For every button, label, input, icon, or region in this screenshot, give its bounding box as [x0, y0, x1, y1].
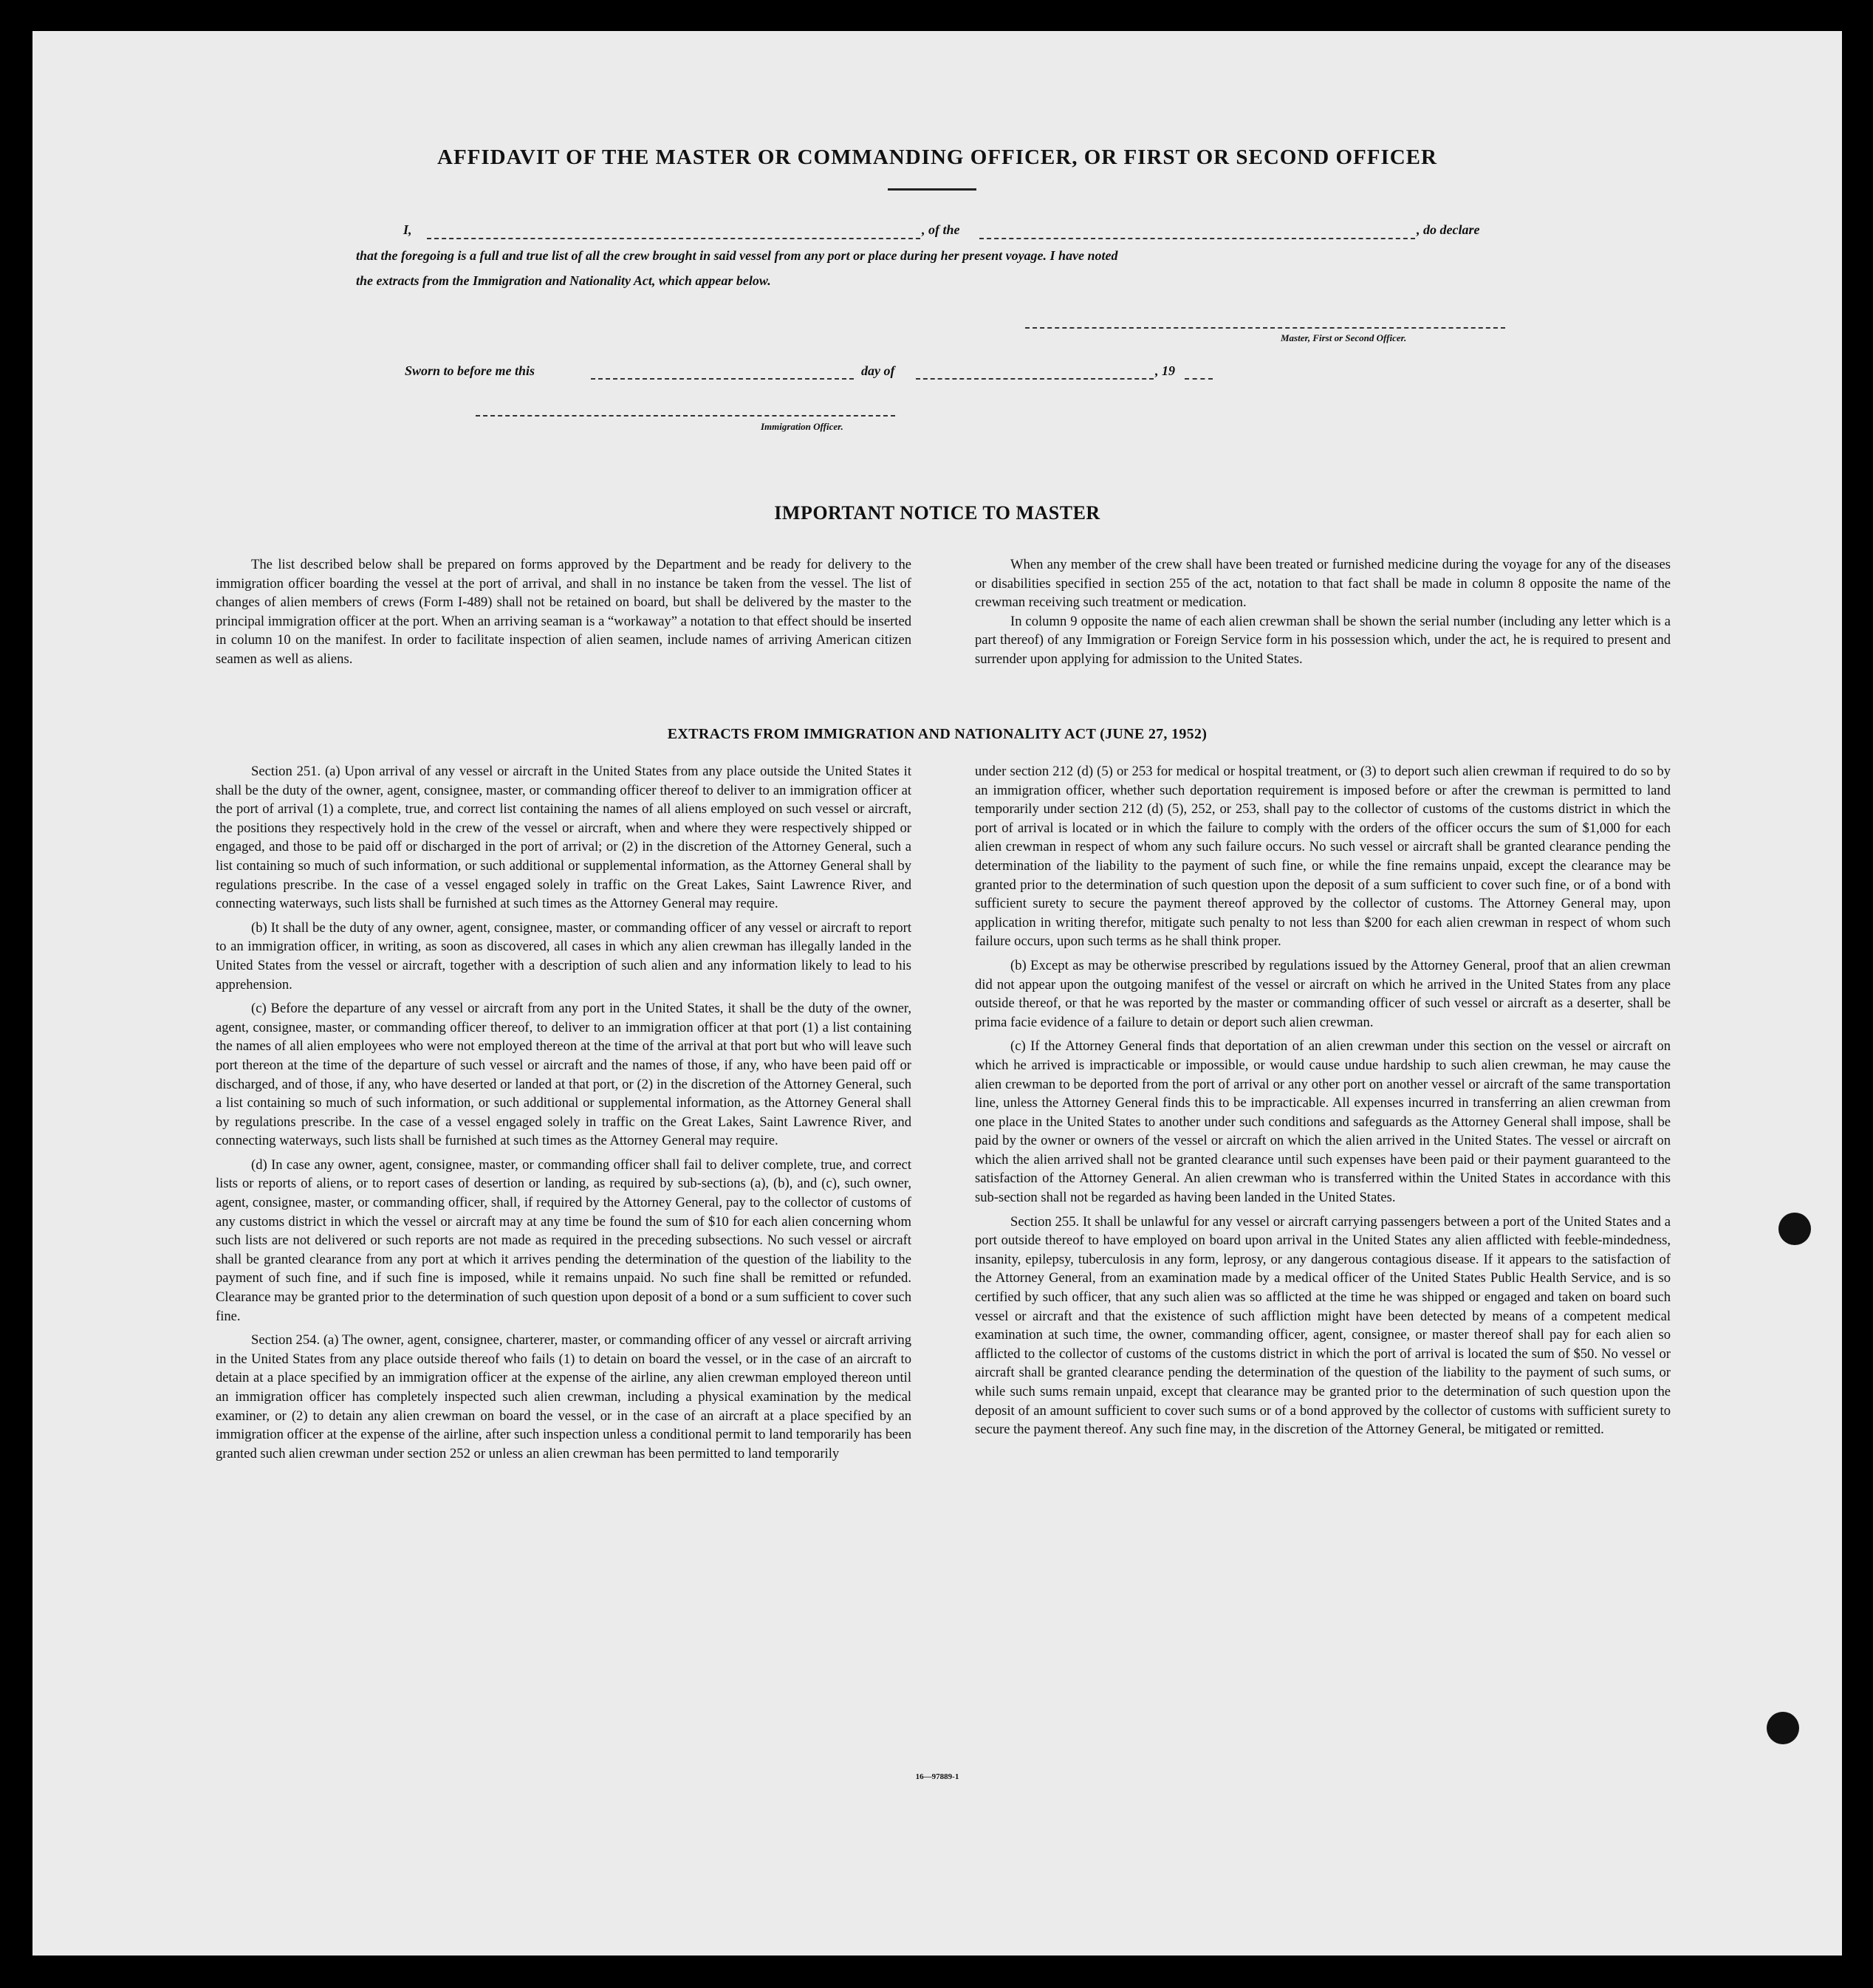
- notice-paragraph: In column 9 opposite the name of each alien crewman shall be shown the serial number (including any letter which is a part thereof) of any Immigration or Foreign Service form in his possession which, under the act, he is required to present and surrender upon applying for admission to the United States.: [975, 613, 1671, 667]
- punch-hole: [1767, 1712, 1799, 1744]
- affidavit-statement-line2: the extracts from the Immigration and Nationality Act, which appear below.: [356, 273, 771, 288]
- section-251-a: Section 251. (a) Upon arrival of any vessel or aircraft in the United States from any place outside the United States it shall be the duty of the owner, agent, consignee, master, or commanding officer thereof to deliver to an immigration officer at the port of arrival (1) a complete, true, and correct list containing the names of all aliens employed on such vessel or aircraft, the positions they respectively hold in the crew of the vessel or aircraft, when and where they were respectively shipped or engaged, and those to be paid off or discharged in the port of arrival; or (2) in the discretion of the Attorney General, such a list containing so much of such information, or such additional or supplemental information, as the Attorney General shall by regulations prescribe. In the case of a vessel engaged solely in traffic on the Great Lakes, Saint Lawrence River, and connecting waterways, such lists shall be furnished at such times as the Attorney General may require.: [216, 764, 911, 912]
- master-signature-caption: Master, First or Second Officer.: [1281, 332, 1407, 343]
- year-label: , 19: [1155, 363, 1175, 378]
- section-251-c: (c) Before the departure of any vessel or aircraft from any port in the United States, it shall be the duty of the owner, agent, consignee, master, or commanding officer thereof, to deliver to an immigration officer at that port (1) a list containing the names of all alien employees who were not employed thereon at the time of the arrival at that port but who will leave such port thereon at the time of the departure of such vessel or aircraft and the names of those, if any, who have been paid off or discharged, and of those, if any, who have deserted or landed at that port, or (2) in the discretion of the Attorney General, such a list containing so much of such information, or such additional or supplemental information, as the Attorney General shall by regulations prescribe. In the case of a vessel engaged solely in traffic on the Great Lakes, Saint Lawrence River, and connecting waterways, such lists shall be furnished at such times as the Attorney General may require.: [216, 1001, 911, 1149]
- declarant-label: I,: [403, 222, 412, 237]
- declare-label: , do declare: [1417, 222, 1480, 237]
- extracts-left-column: [216, 762, 911, 1463]
- notice-paragraph: When any member of the crew shall have been treated or furnished medicine during the voyage for any of the diseases or disabilities specified in section 255 of the act, notation to that fact shall be made in column 8 opposite the name of the crewman receiving such treatment or medication.: [975, 557, 1671, 611]
- sworn-year-field[interactable]: [1185, 378, 1213, 380]
- officer-signature-field[interactable]: [476, 415, 895, 417]
- document-page: [32, 31, 1842, 1956]
- extracts-right-column: [975, 762, 1671, 1439]
- form-number: 16—97889-1: [915, 1772, 959, 1781]
- vessel-name-field[interactable]: [979, 238, 1415, 239]
- vessel-label: , of the: [922, 222, 960, 237]
- affidavit-title: AFFIDAVIT OF THE MASTER OR COMMANDING OFFICER, OR FIRST OR SECOND OFFICER: [437, 145, 1437, 169]
- section-254-a-continued: under section 212 (d) (5) or 253 for medical or hospital treatment, or (3) to deport such alien crewman if required to do so by an immigration officer, whether such deportation requirement is imposed before or after the crewman is permitted to land temporarily under section 212 (d) (5), 252, or 253, shall pay to the collector of customs of the customs district in which the port of arrival is located or in which the failure to comply with the orders of the officer occurs the sum of $1,000 for each alien crewman in respect of whom any such failure occurs. No such vessel or aircraft shall be granted clearance pending the determination of the liability to the payment of such fine, or while the fine remains unpaid, except the clearance may be granted prior to the determination of such question upon the deposit of a sum sufficient to cover such fine, or of a bond with sufficient surety to secure the payment thereof approved by the collector of customs. The Attorney General may, upon application in writing therefor, mitigate such penalty to not less than $200 for each alien crewman in respect of whom such failure occurs, upon such terms as he shall think proper.: [975, 764, 1671, 950]
- day-of-label: day of: [861, 363, 895, 378]
- section-251-d: (d) In case any owner, agent, consignee, master, or commanding officer shall fail to deliver complete, true, and correct lists or reports of aliens, or to report cases of desertion or landing, as required by sub-sections (a), (b), and (c), such owner, agent, consignee, master, or commanding officer, shall, if required by the Attorney General, pay to the collector of customs of any customs district in which the vessel or aircraft may at any time be found the sum of $10 for each alien concerning whom such lists are not delivered or such reports are not made as required in the preceding subsections. No such vessel or aircraft shall be granted clearance from any port at which it arrives pending the determination of the question of the liability to the payment of such fine, and if such fine is imposed, while it remains unpaid. No such fine shall be remitted or refunded. Clearance may be granted prior to the determination of such question upon deposit of a bond or a sum sufficient to cover such fine.: [216, 1156, 911, 1324]
- sworn-label: Sworn to before me this: [405, 363, 535, 378]
- section-254-c: (c) If the Attorney General finds that deportation of an alien crewman under this section on the vessel or aircraft on which he arrived is impracticable or impossible, or would cause undue hardship to such alien crewman, he may cause the alien crewman to be deported from the port of arrival or any other port on another vessel or aircraft of the same transportation line, unless the Attorney General finds this to be impracticable. All expenses incurred in transferring an alien crewman from one place in the United States to another under such conditions and safeguards as the Attorney General shall impose, shall be paid by the owner or owners of the vessel or aircraft on which the alien arrived in the United States. The vessel or aircraft on which the alien arrived shall not be granted clearance until such expenses have been paid or their payment guaranteed to the satisfaction of the Attorney General. An alien crewman who is transferred within the United States in accordance with this sub-section shall not be regarded as having been landed in the United States.: [975, 1038, 1671, 1206]
- notice-paragraph: The list described below shall be prepared on forms approved by the Department and be ready for delivery to the immigration officer boarding the vessel at the port of arrival, and shall in no instance be taken from the vessel. The list of changes of alien members of crews (Form I-489) shall not be retained on board, but shall be delivered by the master to the principal immigration officer at the port. When an arriving seaman is a “workaway” a notation to that effect should be inserted in column 10 on the manifest. In order to facilitate inspection of alien seamen, include names of arriving American citizen seamen as well as aliens.: [216, 557, 911, 667]
- sworn-month-field[interactable]: [916, 378, 1154, 380]
- section-251-b: (b) It shall be the duty of any owner, agent, consignee, master, or commanding officer of any vessel or aircraft to report to an immigration officer, in writing, as soon as discovered, all cases in which any alien crewman has illegally landed in the United States from the vessel or aircraft, together with a description of such alien and any information likely to lead to his apprehension.: [216, 919, 911, 993]
- section-254-a: Section 254. (a) The owner, agent, consignee, charterer, master, or commanding officer of any vessel or aircraft arriving in the United States from any place outside thereof who fails (1) to detain on board the vessel, or in the case of an aircraft to detain at a place specified by an immigration officer at the expense of the airline, any alien crewman employed thereon until an immigration officer has completely inspected such alien crewman, including a physical examination by the medical examiner, or (2) to detain any alien crewman on board the vessel, or in the case of an aircraft at a place specified by an immigration officer at the expense of the airline, after such inspection unless a conditional permit to land temporarily has been granted such alien crewman under section 252 or unless an alien crewman has been permitted to land temporarily: [216, 1332, 911, 1461]
- sworn-day-field[interactable]: [591, 378, 854, 380]
- title-underline: [888, 188, 976, 191]
- officer-signature-caption: Immigration Officer.: [761, 421, 843, 432]
- declarant-name-field[interactable]: [427, 238, 920, 239]
- affidavit-statement-line1: that the foregoing is a full and true list of all the crew brought in said vessel from any port or place during her present voyage. I have noted: [356, 248, 1118, 263]
- affidavit-statement: [356, 243, 1505, 293]
- section-254-b: (b) Except as may be otherwise prescribed by regulations issued by the Attorney General, proof that an alien crewman did not appear upon the outgoing manifest of the vessel or aircraft on which he arrived in the United States from any place outside thereof, or that he was reported by the master or commanding officer of such vessel or aircraft as a deserter, shall be prima facie evidence of a failure to detain or deport such alien crewman.: [975, 957, 1671, 1030]
- notice-right-column: [975, 555, 1671, 669]
- extracts-title: EXTRACTS FROM IMMIGRATION AND NATIONALITY ACT (JUNE 27, 1952): [667, 726, 1208, 742]
- notice-left-column: [216, 555, 911, 669]
- master-signature-field[interactable]: [1025, 327, 1505, 329]
- punch-hole: [1778, 1213, 1811, 1245]
- section-255: Section 255. It shall be unlawful for any vessel or aircraft carrying passengers between a port of the United States and a port outside thereof to have employed on board upon arrival in the United States any alien afflicted with feeble-mindedness, insanity, epilepsy, tuberculosis in any form, leprosy, or any dangerous contagious disease. If it appears to the satisfaction of the Attorney General, from an examination made by a medical officer of the United States Public Health Service, and is so certified by such officer, that any such alien was so afflicted at the time he was shipped or engaged and taken on board such vessel or aircraft and that the existence of such affliction might have been detected by means of a competent medical examination at such time, the owner, commanding officer, agent, consignee, or master thereof shall pay for each alien so afflicted to the collector of customs of the customs district in which the port of arrival is located the sum of $50. No vessel or aircraft shall be granted clearance pending the determination of the question of the liability to the payment of such sums, or while such sums remain unpaid, except that clearance may be granted prior to the determination of such question upon the deposit of an amount sufficient to cover such sums or of a bond approved by the collector of customs with sufficient surety to secure the payment thereof. Any such fine may, in the discretion of the Attorney General, be mitigated or remitted.: [975, 1213, 1671, 1438]
- notice-title: IMPORTANT NOTICE TO MASTER: [774, 502, 1100, 524]
